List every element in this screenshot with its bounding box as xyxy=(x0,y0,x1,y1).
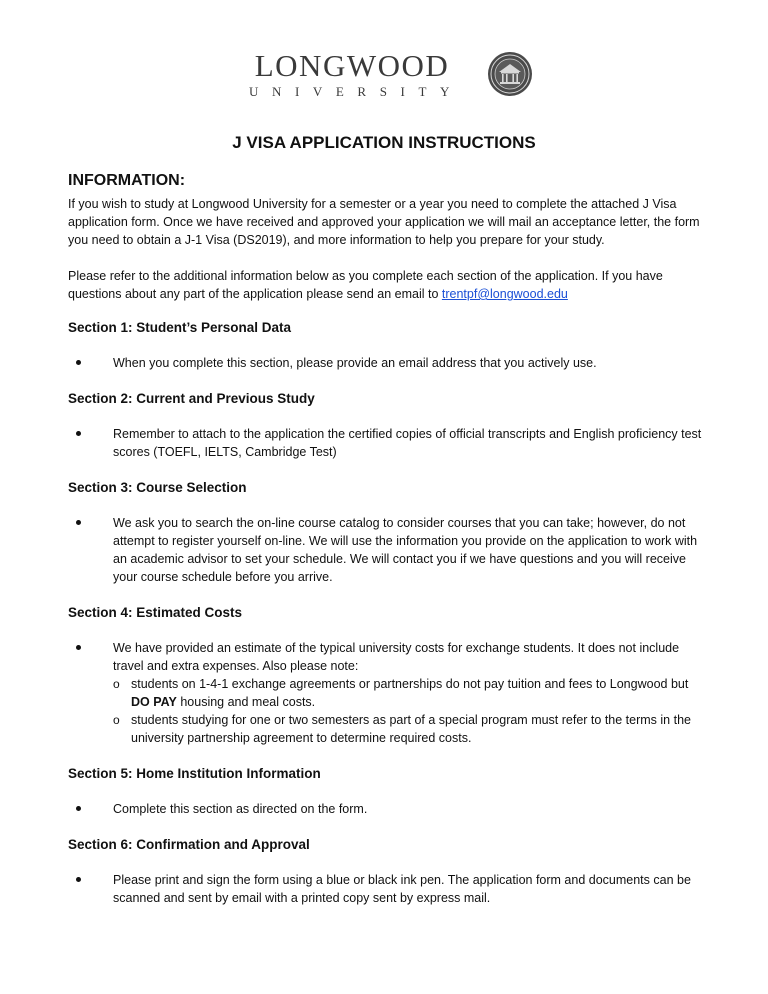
page-title: J VISA APPLICATION INSTRUCTIONS xyxy=(232,133,536,152)
list-item xyxy=(68,354,708,372)
sub-item-text: students on 1-4-1 exchange agreements or partnerships do not pay tuition and fees to Longwood but xyxy=(131,677,689,691)
document-body xyxy=(68,170,708,924)
section-3-text: We ask you to search the on-line course catalog to consider courses that you can take; however, do not attempt to register yourself on-line. We will use the information you provide on the application to work with an academic advisor to set your schedule. We will contact you if we have questions and you will receive your course schedule before you arrive. xyxy=(113,516,698,584)
list-item xyxy=(68,514,708,586)
list-item xyxy=(68,871,708,907)
section-2-heading: Section 2: Current and Previous Study xyxy=(68,391,315,406)
section-4-sublist xyxy=(113,675,708,747)
header xyxy=(0,38,768,108)
sub-item-text-end: housing and meal costs. xyxy=(180,695,316,709)
list-item xyxy=(68,800,708,818)
bullet-icon xyxy=(76,431,81,436)
email-link[interactable]: trentpf@longwood.edu xyxy=(441,287,568,301)
bullet-icon xyxy=(76,360,81,365)
list-item xyxy=(68,425,708,461)
section-5-list xyxy=(68,800,708,818)
information-heading: INFORMATION: xyxy=(68,172,186,189)
sub-list-item xyxy=(113,675,708,711)
university-seal-icon xyxy=(487,51,533,97)
logo-subtitle: UNIVERSITY xyxy=(249,84,463,99)
section-1-text: When you complete this section, please provide an email address that you actively use. xyxy=(113,356,597,370)
section-3-heading: Section 3: Course Selection xyxy=(68,480,247,495)
section-4-list xyxy=(68,639,708,747)
circle-bullet-icon: o xyxy=(113,677,120,691)
university-logo xyxy=(238,50,466,100)
bullet-icon xyxy=(76,645,81,650)
section-2-text: Remember to attach to the application the certified copies of official transcripts and English proficiency test scores (TOEFL, IELTS, Cambridge Test) xyxy=(113,427,702,459)
section-6-list xyxy=(68,871,708,907)
section-3-list xyxy=(68,514,708,586)
contact-paragraph xyxy=(68,267,708,303)
sub-item-text: students studying for one or two semesters as part of a special program must refer to the terms in the university partnership agreement to determine required costs. xyxy=(131,713,691,745)
sub-list-item xyxy=(113,711,708,747)
section-4-text: We have provided an estimate of the typical university costs for exchange students. It does not include travel and extra expenses. Also please note: xyxy=(113,641,680,673)
bullet-icon xyxy=(76,520,81,525)
emphasis-text: DO PAY xyxy=(131,695,177,709)
section-1-heading: Section 1: Student’s Personal Data xyxy=(68,320,292,335)
list-item xyxy=(68,639,708,747)
section-6-heading: Section 6: Confirmation and Approval xyxy=(68,837,310,852)
section-4-heading: Section 4: Estimated Costs xyxy=(68,605,243,620)
circle-bullet-icon: o xyxy=(113,713,120,727)
logo-wordmark: LONGWOOD xyxy=(254,48,450,83)
contact-text: Please refer to the additional information below as you complete each section of the application. If you have questions about any part of the application please send an email to xyxy=(68,269,663,301)
bullet-icon xyxy=(76,806,81,811)
information-paragraph: If you wish to study at Longwood University for a semester or a year you need to complete the attached J Visa application form. Once we have received and approved your application we will mail an acceptance letter, the form you need to obtain a J-1 Visa (DS2019), and more information to help you prepare for your study. xyxy=(68,197,700,247)
section-6-text: Please print and sign the form using a blue or black ink pen. The application form and documents can be scanned and sent by email with a printed copy sent by express mail. xyxy=(113,873,691,905)
bullet-icon xyxy=(76,877,81,882)
section-5-text: Complete this section as directed on the form. xyxy=(113,802,368,816)
section-5-heading: Section 5: Home Institution Information xyxy=(68,766,321,781)
section-1-list xyxy=(68,354,708,372)
section-2-list xyxy=(68,425,708,461)
